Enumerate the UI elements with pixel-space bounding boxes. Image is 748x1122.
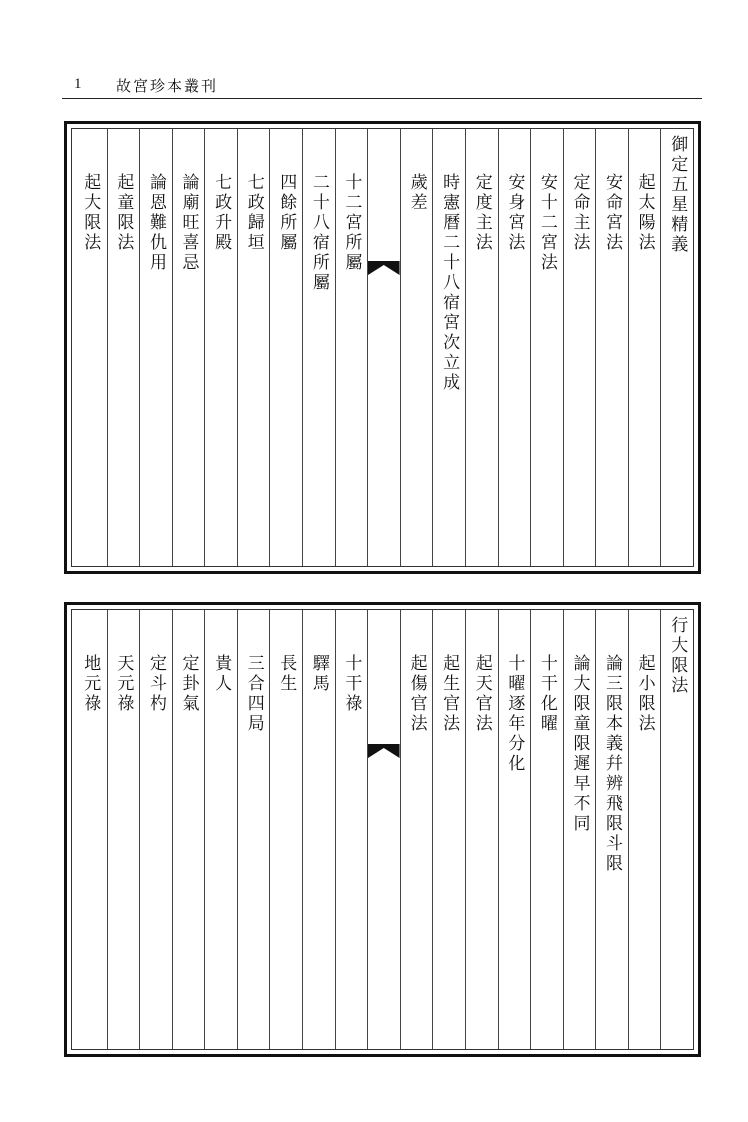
toc-entry: 定斗杓 xyxy=(145,654,166,714)
toc-column xyxy=(139,610,172,1049)
toc-entry: 起小限法 xyxy=(634,654,655,734)
toc-entry: 歲差 xyxy=(406,173,427,213)
toc-column xyxy=(172,129,205,566)
toc-column xyxy=(172,610,205,1049)
toc-entry: 御定五星精義 xyxy=(667,135,688,255)
toc-column xyxy=(628,610,661,1049)
toc-entry: 起生官法 xyxy=(439,654,460,734)
toc-entry: 定度主法 xyxy=(471,173,492,253)
toc-column xyxy=(74,610,107,1049)
toc-column xyxy=(204,610,237,1049)
toc-column xyxy=(107,610,140,1049)
toc-entry: 安命宮法 xyxy=(602,173,623,253)
toc-entry: 驛馬 xyxy=(308,654,329,694)
toc-entry: 行大限法 xyxy=(667,616,688,696)
fish-tail-column xyxy=(367,610,400,1049)
toc-column xyxy=(269,610,302,1049)
toc-entry: 十曜逐年分化 xyxy=(504,654,525,774)
toc-entry: 論三限本義幷辨飛限斗限 xyxy=(602,654,623,874)
panel-inner xyxy=(71,128,694,567)
toc-entry: 定命主法 xyxy=(569,173,590,253)
toc-entry: 安身宮法 xyxy=(504,173,525,253)
toc-entry: 定卦氣 xyxy=(178,654,199,714)
toc-entry: 起太陽法 xyxy=(634,173,655,253)
toc-entry: 論大限童限遲早不同 xyxy=(569,654,590,834)
toc-column xyxy=(432,129,465,566)
toc-entry: 起傷官法 xyxy=(406,654,427,734)
contents-panel-bottom xyxy=(64,602,701,1057)
toc-column xyxy=(400,129,433,566)
page-number: 1 xyxy=(74,76,82,92)
toc-entry: 四餘所屬 xyxy=(276,173,297,253)
toc-entry: 七政歸垣 xyxy=(243,173,264,253)
toc-column xyxy=(628,129,661,566)
toc-column xyxy=(335,610,368,1049)
toc-entry: 天元祿 xyxy=(113,654,134,714)
toc-column xyxy=(237,610,270,1049)
toc-column xyxy=(498,610,531,1049)
toc-entry: 十二宮所屬 xyxy=(341,173,362,273)
toc-entry: 時憲曆二十八宿宮次立成 xyxy=(439,173,460,393)
toc-column xyxy=(432,610,465,1049)
toc-entry: 七政升殿 xyxy=(211,173,232,253)
toc-column xyxy=(74,129,107,566)
toc-column xyxy=(660,610,693,1049)
toc-column xyxy=(465,610,498,1049)
running-head xyxy=(62,76,702,99)
toc-column xyxy=(498,129,531,566)
toc-column xyxy=(465,129,498,566)
toc-column xyxy=(302,610,335,1049)
fish-tail-ornament xyxy=(368,259,400,277)
toc-entry: 二十八宿所屬 xyxy=(308,173,329,293)
toc-entry: 貴人 xyxy=(211,654,232,694)
toc-entry: 論廟旺喜忌 xyxy=(178,173,199,273)
toc-column xyxy=(530,129,563,566)
toc-column xyxy=(660,129,693,566)
toc-entry: 長生 xyxy=(276,654,297,694)
toc-column xyxy=(302,129,335,566)
toc-entry: 論恩難仇用 xyxy=(145,173,166,273)
fish-tail-ornament xyxy=(368,742,400,760)
toc-column xyxy=(237,129,270,566)
toc-entry: 起天官法 xyxy=(471,654,492,734)
toc-entry: 安十二宮法 xyxy=(536,173,557,273)
toc-column xyxy=(400,610,433,1049)
toc-column xyxy=(139,129,172,566)
contents-panel-top xyxy=(64,121,701,574)
toc-column xyxy=(563,129,596,566)
toc-entry: 十干化曜 xyxy=(536,654,557,734)
toc-column xyxy=(107,129,140,566)
toc-column xyxy=(269,129,302,566)
toc-column xyxy=(530,610,563,1049)
toc-column xyxy=(563,610,596,1049)
toc-entry: 地元祿 xyxy=(80,654,101,714)
panel-inner xyxy=(71,609,694,1050)
toc-entry: 十干祿 xyxy=(341,654,362,714)
toc-entry: 三合四局 xyxy=(243,654,264,734)
toc-column xyxy=(595,610,628,1049)
toc-column xyxy=(335,129,368,566)
toc-column xyxy=(595,129,628,566)
toc-entry: 起童限法 xyxy=(113,173,134,253)
toc-column xyxy=(204,129,237,566)
fish-tail-column xyxy=(367,129,400,566)
series-title: 故宮珍本叢刊 xyxy=(116,77,219,95)
toc-entry: 起大限法 xyxy=(80,173,101,253)
